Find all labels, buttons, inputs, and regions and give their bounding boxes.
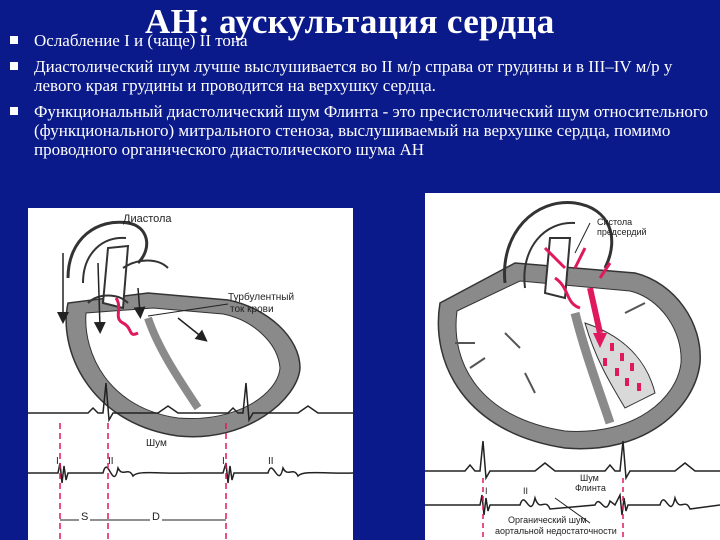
heart-sound-II-label: II [523, 486, 529, 496]
diastole-label: Диастола [123, 213, 172, 225]
slide-title: АН: аускультация сердца [145, 2, 555, 41]
bullet-item [8, 31, 714, 50]
bullet-text: Ослабление I и (чаще) II тона [34, 31, 248, 50]
heart-sound-I-label: I [485, 486, 488, 496]
organic-murmur-label: Органический шум [508, 515, 587, 525]
murmur-label: Шум [146, 438, 167, 449]
bullet-item [8, 102, 714, 159]
bullet-marker-icon [10, 36, 18, 44]
bullet-text: Диастолический шум лучше выслушивается во II м/р справа от грудины и в III–IV м/р у левого края грудины и проводится на верхушку сердца. [34, 57, 673, 95]
organic-murmur-label: аортальной недостаточности [495, 526, 617, 536]
diastole-interval-label: D [152, 511, 160, 523]
phonocardiogram-trace [425, 495, 720, 515]
phonocardiogram-trace [28, 463, 353, 483]
diastole-heart-diagram [28, 208, 353, 540]
atrial-systole-heart-diagram [425, 193, 720, 540]
atrial-systole-label: Систола [597, 217, 633, 227]
bullet-item [8, 57, 714, 95]
turbulent-flow-label: Турбулентный [228, 292, 295, 303]
turbulent-flow-label: ток крови [230, 304, 274, 315]
bullet-marker-icon [10, 107, 18, 115]
systole-interval-label: S [81, 511, 89, 523]
heart-sound-I-label: I [222, 456, 225, 467]
bullet-text: Функциональный диастолический шум Флинта - это пресистолический шум относительного (функционального) митрального стеноза, выслушиваемый на верхушке сердца, помимо проводного органического диастолического шума АН [34, 102, 708, 159]
atrial-systole-label: предсердий [597, 227, 647, 237]
diastole-figure [28, 208, 353, 540]
heart-sound-II-label: II [108, 456, 114, 467]
heart-sound-I-label: I [56, 456, 59, 467]
flint-murmur-label: Флинта [575, 483, 606, 493]
bullet-marker-icon [10, 62, 18, 70]
heart-sound-II-label: II [268, 456, 274, 467]
bullet-list [8, 31, 714, 161]
flint-murmur-label: Шум [580, 473, 599, 483]
atrial-systole-figure [425, 193, 720, 540]
